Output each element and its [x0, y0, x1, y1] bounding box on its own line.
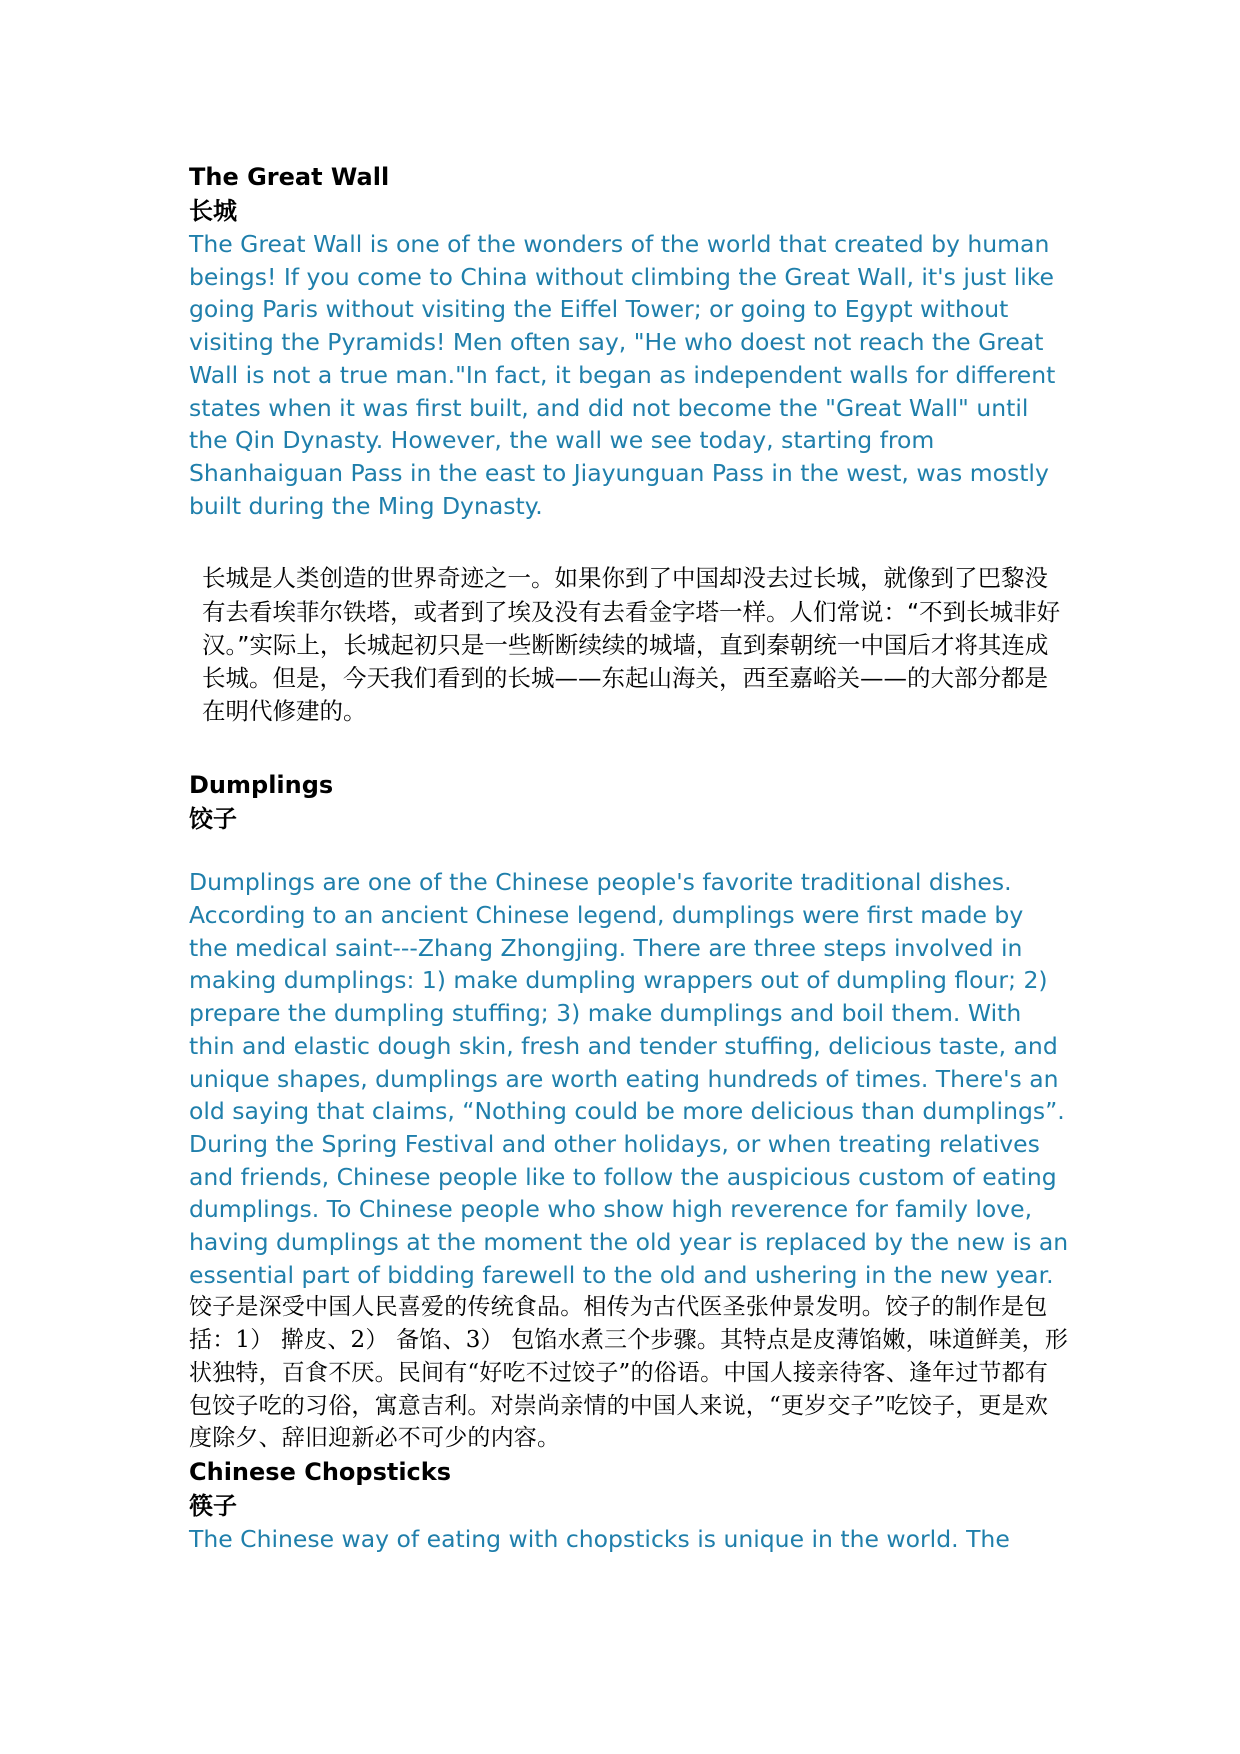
section-title-zh: 长城 — [189, 197, 237, 225]
section-body-en: The Chinese way of eating with chopsticks is unique in the world. The — [189, 1525, 1010, 1553]
document-page — [189, 160, 1069, 1556]
section-dumplings — [189, 768, 1069, 1455]
section-great-wall — [189, 160, 1069, 728]
section-body-en: Dumplings are one of the Chinese people's favorite traditional dishes. According to an ancient Chinese legend, dumplings were first made by the medical saint---Zhang Zhongjing. There are three steps involved in making dumplings: 1) make dumpling wrappers out of dumpling flour; 2) prepare the dumpling stuffing; 3) make dumplings and boil them. With thin and elastic dough skin, fresh and tender stuffing, delicious taste, and unique shapes, dumplings are worth eating hundreds of times. There's an old saying that claims, “Nothing could be more delicious than dumplings”. During the Spring Festival and other holidays, or when treating relatives and friends, Chinese people like to follow the auspicious custom of eating dumplings. To Chinese people who show high reverence for family love, having dumplings at the moment the old year is replaced by the new is an essential part of bidding farewell to the old and ushering in the new year. — [189, 868, 1069, 1289]
section-title-en: Dumplings — [189, 771, 334, 800]
section-chopsticks — [189, 1455, 1069, 1556]
section-title-en: Chinese Chopsticks — [189, 1458, 452, 1486]
section-body-zh: 长城是人类创造的世界奇迹之一。如果你到了中国却没去过长城，就像到了巴黎没有去看埃菲尔铁塔，或者到了埃及没有去看金字塔一样。人们常说：“不到长城非好汉。”实际上，长城起初只是一些断断续续的城墙，直到秦朝统一中国后才将其连成长城。但是，今天我们看到的长城——东起山海关，西至嘉峪关——的大部分都是在明代修建的。 — [202, 564, 1061, 726]
section-body-en: The Great Wall is one of the wonders of the world that created by human beings! If you come to China without climbing the Great Wall, it's just like going Paris without visiting the Eiffel Tower; or going to Egypt without visiting the Pyramids! Men often say, "He who doest not reach the Great Wall is not a true man."In fact, it began as independent walls for different states when it was first built, and did not become the "Great Wall" until the Qin Dynasty. However, the wall we see today, starting from Shanhaiguan Pass in the east to Jiayunguan Pass in the west, was mostly built during the Ming Dynasty. — [189, 230, 1056, 520]
section-title-en: The Great Wall — [189, 163, 390, 191]
section-title-zh: 饺子 — [189, 805, 237, 834]
section-title-zh: 筷子 — [189, 1492, 237, 1520]
section-body-zh: 饺子是深受中国人民喜爱的传统食品。相传为古代医圣张仲景发明。饺子的制作是包括：1） 擀皮、2） 备馅、3） 包馅水煮三个步骤。其特点是皮薄馅嫩，味道鲜美，形状独特，百食不厌。民间有“好吃不过饺子”的俗语。中国人接亲待客、逢年过节都有包饺子吃的习俗，寓意吉利。对崇尚亲情的中国人来说，“更岁交子”吃饺子，更是欢度除夕、辞旧迎新必不可少的内容。 — [189, 1294, 1069, 1452]
